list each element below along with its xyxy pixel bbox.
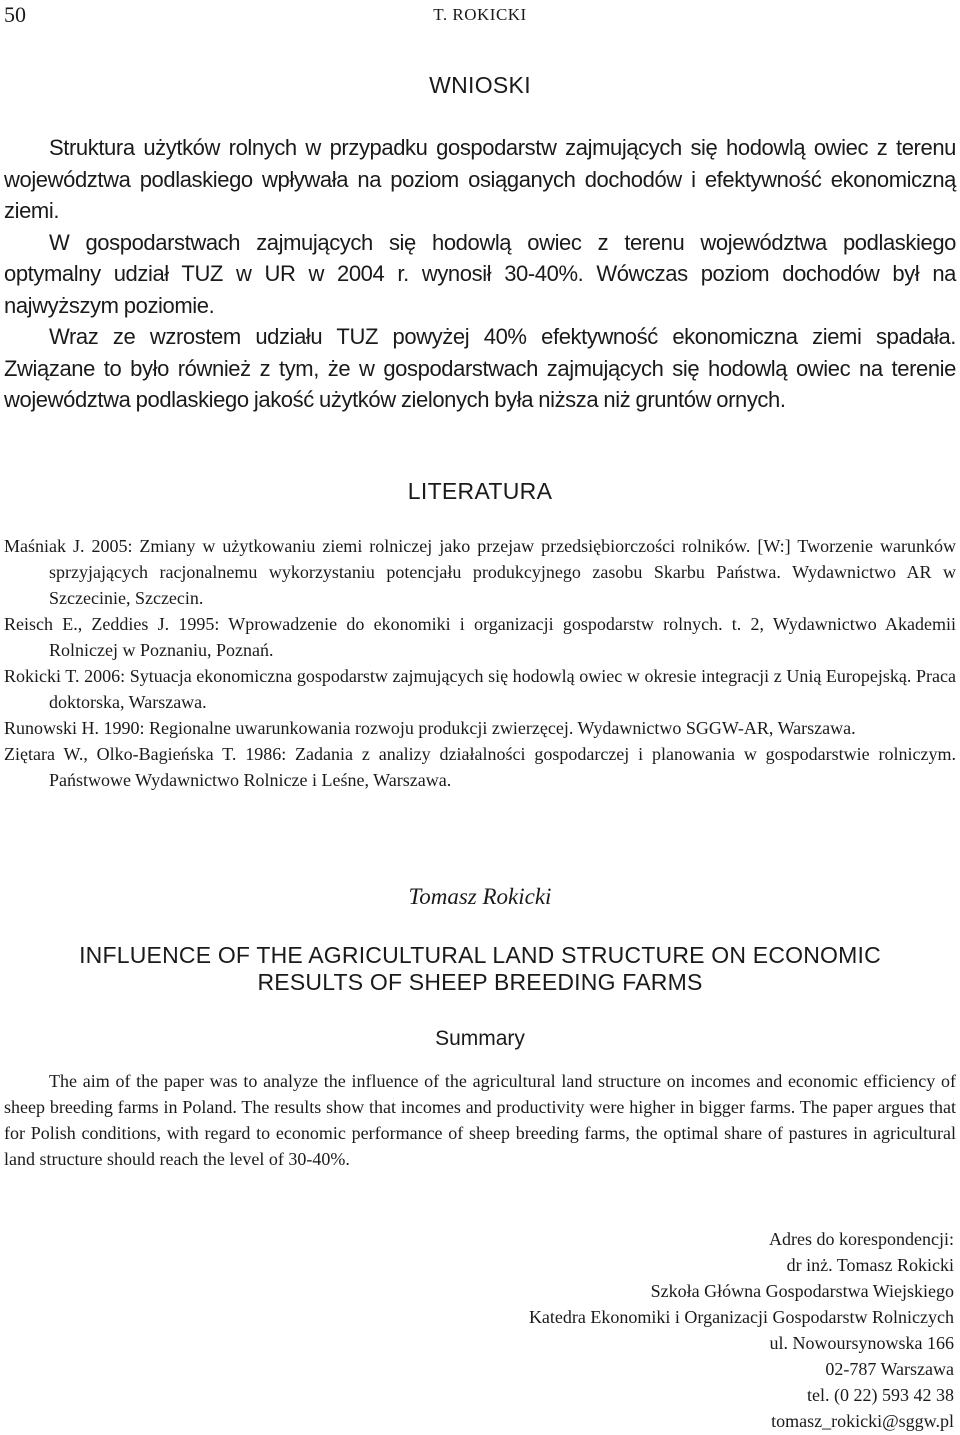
correspondence-address <box>529 1226 954 1434</box>
address-line: dr inż. Tomasz Rokicki <box>786 1255 954 1275</box>
running-head: T. ROKICKI <box>433 5 527 24</box>
address-line: Adres do korespondencji: <box>769 1229 954 1249</box>
summary-body <box>4 1068 956 1172</box>
author-name: Tomasz Rokicki <box>408 884 552 909</box>
address-line: ul. Nowoursynowska 166 <box>769 1333 954 1353</box>
address-line: 02-787 Warszawa <box>825 1359 954 1379</box>
reference-list <box>4 533 956 793</box>
page-header <box>4 2 956 30</box>
conclusions-paragraph: Struktura użytków rolnych w przypadku gospodarstw zajmujących się hodowlą owiec z terenu województwa podlaskiego wpływała na poziom osiąganych dochodów i efektywność ekonomiczną ziemi. <box>4 135 956 223</box>
address-line: Katedra Ekonomiki i Organizacji Gospodarstw Rolniczych <box>528 1307 954 1327</box>
conclusions-body <box>4 132 956 416</box>
literature-heading: LITERATURA <box>407 478 553 504</box>
page-number: 50 <box>4 2 26 27</box>
reference-item: Rokicki T. 2006: Sytuacja ekonomiczna gospodarstw zajmujących się hodowlą owiec w okresie integracji z Unią Europejską. Praca doktorska, Warszawa. <box>4 666 956 712</box>
address-line: Szkoła Główna Gospodarstwa Wiejskiego <box>650 1281 954 1301</box>
english-title-line: RESULTS OF SHEEP BREEDING FARMS <box>257 969 703 995</box>
reference-item: Reisch E., Zeddies J. 1995: Wprowadzenie do ekonomiki i organizacji gospodarstw rolnych. t. 2, Wydawnictwo Akademii Rolniczej w Poznaniu, Poznań. <box>4 614 956 660</box>
english-title <box>0 942 960 996</box>
reference-item: Ziętara W., Olko-Bagieńska T. 1986: Zadania z analizy działalności gospodarczej i planowania w gospodarstwie rolniczym. Państwowe Wydawnictwo Rolnicze i Leśne, Warszawa. <box>4 744 956 790</box>
conclusions-paragraph: Wraz ze wzrostem udziału TUZ powyżej 40% efektywność ekonomiczna ziemi spadała. Związane to było również z tym, że w gospodarstwach zajmujących się hodowlą owiec na terenie województwa podlaskiego jakość użytków zielonych była niższa niż gruntów ornych. <box>4 324 956 412</box>
email-address[interactable]: tomasz_rokicki@sggw.pl <box>771 1411 954 1431</box>
conclusions-heading: WNIOSKI <box>429 72 531 98</box>
conclusions-paragraph: W gospodarstwach zajmujących się hodowlą owiec z terenu województwa podlaskiego optymalny udział TUZ w UR w 2004 r. wynosił 30-40%. Wówczas poziom dochodów był na najwyższym poziomie. <box>4 229 956 318</box>
reference-item: Runowski H. 1990: Regionalne uwarunkowania rozwoju produkcji zwierzęcej. Wydawnictwo SGGW-AR, Warszawa. <box>4 718 856 738</box>
english-title-line: INFLUENCE OF THE AGRICULTURAL LAND STRUCTURE ON ECONOMIC <box>79 942 881 968</box>
summary-paragraph: The aim of the paper was to analyze the influence of the agricultural land structure on incomes and economic efficiency of sheep breeding farms in Poland. The results show that incomes and productivity were higher in bigger farms. The paper argues that for Polish conditions, with regard to economic performance of sheep breeding farms, the optimal share of pastures in agricultural land structure should reach the level of 30-40%. <box>4 1071 956 1169</box>
reference-item: Maśniak J. 2005: Zmiany w użytkowaniu ziemi rolniczej jako przejaw przedsiębiorczości rolników. [W:] Tworzenie warunków sprzyjających racjonalnemu wykorzystaniu potencjału produkcyjnego zasobu Skarbu Państwa. Wydawnictwo AR w Szczecinie, Szczecin. <box>4 536 956 608</box>
summary-heading: Summary <box>435 1027 525 1050</box>
address-line: tel. (0 22) 593 42 38 <box>807 1385 954 1405</box>
